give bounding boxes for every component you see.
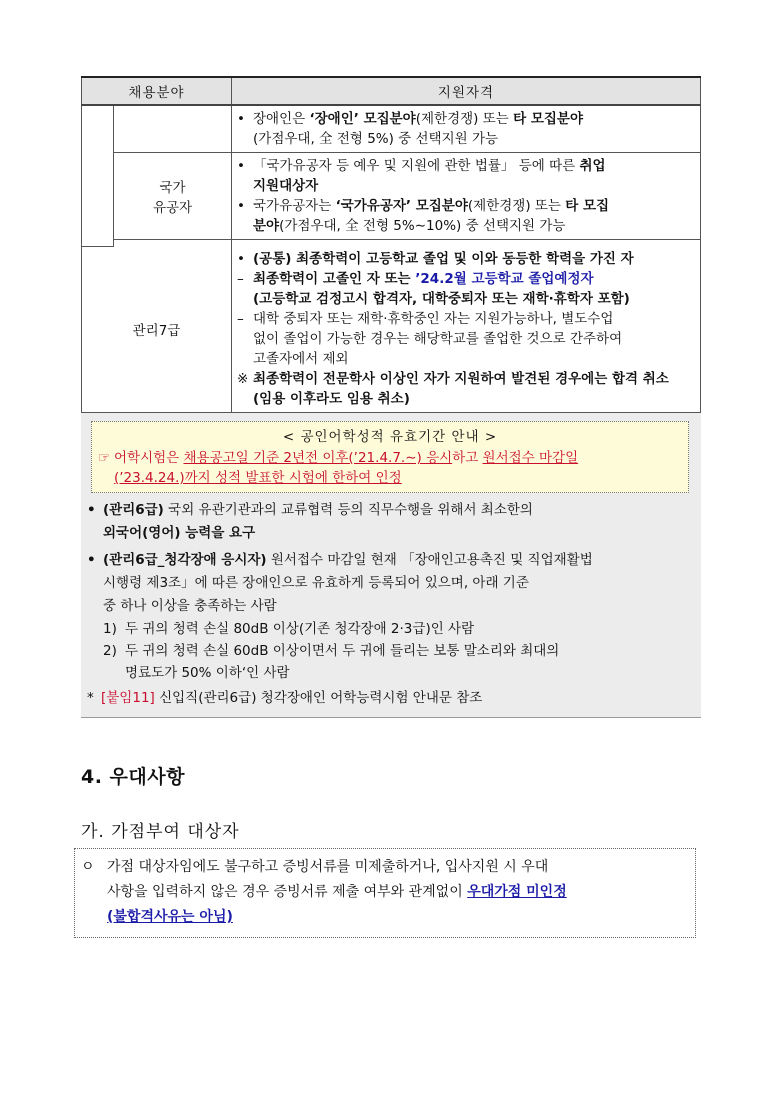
row-content — [232, 153, 701, 240]
line-text — [253, 156, 695, 176]
bullet — [237, 176, 253, 196]
text-run: 지원대상자 — [253, 178, 319, 194]
qualification-line — [237, 289, 695, 309]
bullet: • — [237, 111, 245, 127]
bullet — [237, 329, 253, 349]
pointing-hand-icon: ☞ — [98, 450, 111, 466]
pref-emphasis-2: (불합격사유는 아님) — [107, 909, 233, 925]
text-run: 하고 — [452, 450, 483, 466]
info-subitem — [87, 618, 695, 640]
text-run: 타 모집분야 — [513, 111, 584, 127]
text-run: (가점우대, 全 전형 5%) 중 선택지원 가능 — [253, 131, 499, 147]
qualification-line — [237, 129, 695, 149]
bullet — [237, 349, 253, 369]
row-content — [232, 246, 701, 413]
qualification-line — [237, 349, 695, 369]
text-run: 어학시험은 — [114, 450, 184, 466]
bullet — [237, 216, 253, 236]
qualification-line — [237, 176, 695, 196]
text-run: 외국어(영어) 능력을 요구 — [103, 525, 256, 541]
qualification-table — [81, 76, 701, 413]
text-run: ’24.2월 고등학교 졸업예정자 — [415, 271, 594, 287]
bullet: – — [237, 311, 244, 327]
info-item2-line3: 중 하나 이상을 충족하는 사람 — [103, 598, 277, 614]
category-text: 국가 — [159, 180, 186, 196]
text-run: (임용 이후라도 임용 취소) — [253, 391, 410, 407]
bullet: • — [237, 158, 245, 174]
sub-number: 1) — [103, 621, 117, 637]
pref-line1: 가점 대상자임에도 불구하고 증빙서류를 미제출하거나, 입사지원 시 우대 — [107, 859, 549, 875]
text-run: 없이 졸업이 가능한 경우는 해당학교를 졸업한 것으로 간주하여 — [253, 331, 623, 347]
footnote-text: 신입직(관리6급) 청각장애인 어학능력시험 안내문 참조 — [154, 690, 483, 706]
text-run: 「국가유공자 등 예우 및 지원에 관한 법률」 등에 따른 — [253, 158, 580, 174]
notice-title: < 공인어학성적 유효기간 안내 > — [282, 429, 498, 445]
row-category — [114, 153, 232, 240]
info-item: • (관리6급_청각장애 응시자) 원서접수 마감일 현재 「장애인고용촉진 및 직업재활법 시행령 제3조」에 따른 장애인으로 유효하게 등록되어 있으며, 아래 기준 중 하나 이상을 충족하는 사람 — [87, 552, 593, 614]
qualification-line — [237, 156, 695, 176]
info-sub1: 두 귀의 청력 손실 80dB 이상(기존 청각장애 2·3급)인 사람 — [125, 621, 475, 637]
header-qualification: 지원자격 — [232, 77, 701, 105]
bullet — [237, 389, 253, 409]
notice-line — [98, 468, 682, 488]
info-item: • (관리6급) 국외 유관기관과의 교류협력 등의 직무수행을 위해서 최소한의 외국어(영어) 능력을 요구 — [87, 502, 533, 541]
text-run: (관리6급) — [103, 502, 164, 518]
notice-line — [98, 448, 682, 468]
notice-box — [91, 421, 689, 493]
category-text: 유공자 — [152, 200, 193, 216]
text-run: (관리6급_청각장애 응시자) — [103, 552, 267, 568]
line-text — [253, 329, 695, 349]
pref-emphasis: 우대가점 미인정 — [467, 884, 567, 900]
info-box — [81, 413, 701, 718]
line-text — [253, 269, 695, 289]
preference-box — [74, 848, 696, 938]
qualification-line — [237, 369, 695, 389]
text-run: 최종학력이 고졸인 자 또는 — [253, 271, 416, 287]
line-text — [253, 216, 695, 236]
text-run: (가점우대, 全 전형 5%∼10%) 중 선택지원 가능 — [279, 218, 566, 234]
bullet: ※ — [237, 371, 249, 387]
bullet: – — [237, 271, 244, 287]
info-item1-line2 — [103, 525, 255, 541]
qualification-line — [237, 109, 695, 129]
qualification-line — [237, 269, 695, 289]
text-run: (제한경쟁) 또는 — [415, 111, 514, 127]
info-sub2-line2: 명료도가 50% 이하‘인 사람 — [125, 665, 290, 681]
footnote — [87, 687, 695, 709]
info-sub2-line1: 두 귀의 청력 손실 60dB 이상이면서 두 귀에 들리는 보통 말소리와 최대의 — [125, 643, 560, 659]
text-run: 장애인은 — [253, 111, 310, 127]
qualification-line — [237, 389, 695, 409]
text-run: 취업 — [579, 158, 606, 174]
text-run: ‘국가유공자’ 모집분야 — [335, 198, 468, 214]
section-title: 4. 우대사항 — [81, 766, 185, 788]
document-page — [81, 76, 701, 718]
notice-text-1 — [114, 448, 682, 468]
text-run: 원서접수 마감일 현재 「장애인고용촉진 및 직업재활법 — [266, 552, 593, 568]
info-item1-line1 — [103, 502, 533, 518]
circle-bullet-icon: ㅇ — [81, 859, 95, 875]
qualification-line — [237, 196, 695, 216]
info-subitem — [87, 640, 695, 684]
notice-text-2 — [114, 468, 682, 488]
line-text — [253, 289, 695, 309]
footnote-mark: * — [87, 690, 94, 706]
line-text — [253, 389, 695, 409]
section-subtitle: 가. 가점부여 대상자 — [81, 822, 240, 842]
info-item2-line1 — [103, 552, 593, 568]
category-text: 관리7급 — [132, 323, 181, 340]
line-text — [253, 369, 695, 389]
line-text — [253, 196, 695, 216]
qualification-line — [237, 309, 695, 329]
footnote-ref: [붙임11] — [101, 690, 155, 706]
text-run: ‘장애인’ 모집분야 — [309, 111, 416, 127]
qualification-line — [237, 216, 695, 236]
text-run: (공통) 최종학력이 고등학교 졸업 및 이와 동등한 학력을 가진 자 — [253, 251, 634, 267]
line-text — [253, 129, 695, 149]
info-item2-line2: 시행령 제3조」에 따른 장애인으로 유효하게 등록되어 있으며, 아래 기준 — [103, 575, 529, 591]
text-run: (’23.4.24.)까지 성적 발표한 시험에 한하여 인정 — [114, 470, 402, 486]
pref-line2: 사항을 입력하지 않은 경우 증빙서류 제출 여부와 관계없이 — [107, 884, 468, 900]
line-text — [253, 176, 695, 196]
bullet: • — [237, 198, 245, 214]
text-run: 국외 유관기관과의 교류협력 등의 직무수행을 위해서 최소한의 — [163, 502, 533, 518]
text-run: 분야 — [253, 218, 280, 234]
row-category — [82, 246, 232, 413]
qualification-line — [237, 329, 695, 349]
text-run: 원서접수 마감일 — [482, 450, 579, 466]
text-run: (제한경쟁) 또는 — [467, 198, 566, 214]
header-field: 채용분야 — [82, 77, 232, 105]
text-run: 대학 중퇴자 또는 재학·휴학중인 자는 지원가능하나, 별도수업 — [253, 311, 614, 327]
bullet: • — [237, 251, 245, 267]
text-run: 타 모집 — [565, 198, 610, 214]
bullet — [237, 289, 253, 309]
text-run: 채용공고일 기준 2년전 이후(’21.4.7.∼) 응시 — [183, 450, 453, 466]
text-run: 고졸자에서 제외 — [253, 351, 349, 367]
sub-number: 2) — [103, 643, 117, 659]
line-text — [253, 349, 695, 369]
bullet — [237, 129, 253, 149]
line-text — [253, 249, 695, 269]
qualification-line — [237, 249, 695, 269]
text-run: 국가유공자는 — [253, 198, 336, 214]
text-run: 최종학력이 전문학사 이상인 자가 지원하여 발견된 경우에는 합격 취소 — [253, 371, 669, 387]
text-run: (고등학교 검정고시 합격자, 대학중퇴자 또는 재학·휴학자 포함) — [253, 291, 630, 307]
line-text — [253, 109, 695, 129]
group-spacer — [82, 105, 114, 246]
line-text — [253, 309, 695, 329]
row-content — [232, 105, 701, 153]
row-category — [114, 105, 232, 153]
